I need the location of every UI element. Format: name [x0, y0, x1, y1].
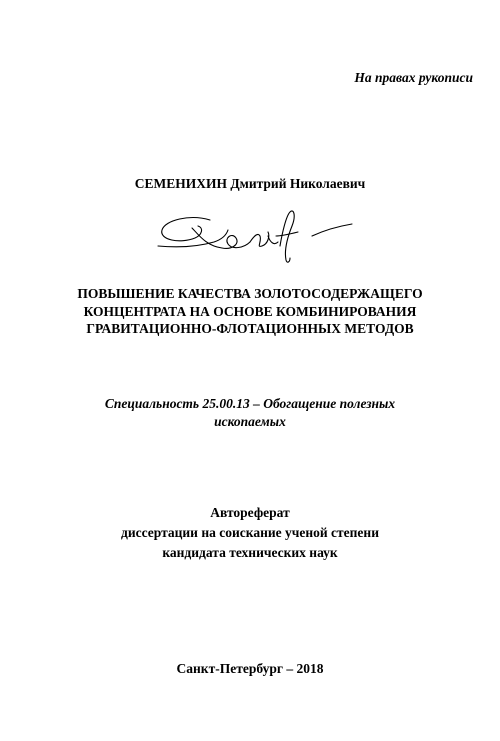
- abstract-line: диссертации на соискание ученой степени: [121, 525, 379, 540]
- title-line: КОНЦЕНТРАТА НА ОСНОВЕ КОМБИНИРОВАНИЯ: [83, 303, 417, 319]
- signature-icon: [140, 206, 360, 266]
- abstract-line: кандидата технических наук: [162, 545, 338, 560]
- author-surname: СЕМЕНИХИН: [134, 176, 227, 191]
- title-line: ПОВЫШЕНИЕ КАЧЕСТВА ЗОЛОТОСОДЕРЖАЩЕГО: [77, 286, 423, 301]
- abstract-line: Автореферат: [210, 505, 290, 520]
- dissertation-title: [40, 285, 460, 338]
- abstract-description: [40, 503, 460, 563]
- specialty: [40, 395, 460, 430]
- title-line: ГРАВИТАЦИОННО-ФЛОТАЦИОННЫХ МЕТОДОВ: [86, 321, 414, 336]
- specialty-line: ископаемых: [214, 413, 286, 429]
- author-given-names: Дмитрий Николаевич: [230, 176, 366, 191]
- author-name: [0, 176, 500, 192]
- specialty-line: Специальность 25.00.13 – Обогащение полезных: [104, 396, 396, 411]
- manuscript-rights-note: На правах рукописи: [354, 70, 473, 85]
- place-and-year: Санкт-Петербург – 2018: [176, 661, 324, 676]
